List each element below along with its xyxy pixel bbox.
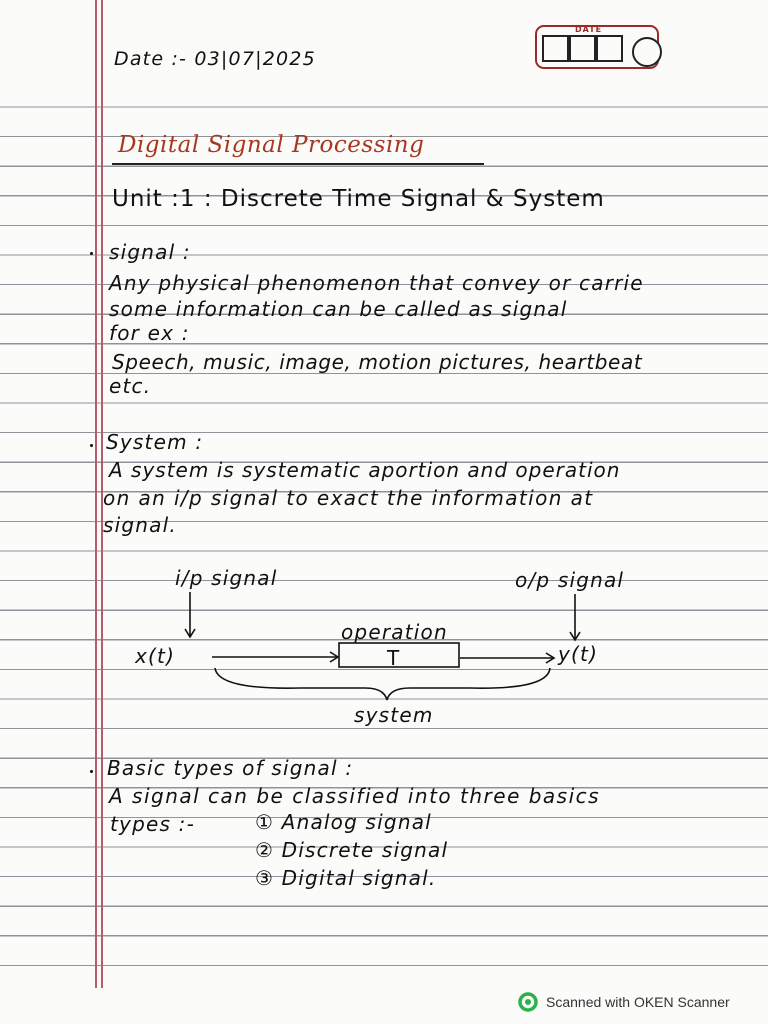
unit-heading: Unit :1 : Discrete Time Signal & System [112,186,605,212]
date-line: Date :- 03|07|2025 [114,48,316,70]
system-line: signal. [103,513,177,537]
types-prefix: types :- [110,812,196,836]
scanner-watermark [518,992,730,1012]
input-symbol: x(t) [135,644,176,668]
basic-types-heading: Basic types of signal : [107,756,354,780]
scanner-logo-icon [518,992,540,1012]
brace-label: system [354,703,434,727]
signal-line: for ex : [109,321,190,345]
stamp-label: DATE [575,25,603,34]
system-heading: System : [106,430,204,454]
type-item: ② Discrete signal [255,838,449,862]
signal-line: Speech, music, image, motion pictures, heartbeat [112,350,643,374]
signal-heading: signal : [109,240,191,264]
operation-block [339,643,459,667]
system-brace [215,668,550,700]
signal-line: Any physical phenomenon that convey or carrie [109,271,644,295]
bullet [90,770,93,773]
output-symbol: y(t) [558,642,599,666]
input-label: i/p signal [175,566,278,590]
page-title: Digital Signal Processing [118,132,425,158]
signal-line: etc. [109,374,152,398]
type-item: ③ Digital signal. [255,866,437,890]
block-symbol: T [387,646,401,670]
scanner-text: Scanned with OKEN Scanner [546,994,730,1010]
signal-line: some information can be called as signal [109,297,568,321]
system-line: A system is systematic aportion and operation [109,458,621,482]
basic-types-intro: A signal can be classified into three basics [109,784,601,808]
type-item: ① Analog signal [255,810,432,834]
system-line: on an i/p signal to exact the information at [103,486,594,510]
block-label: operation [341,620,448,644]
output-label: o/p signal [515,568,625,592]
